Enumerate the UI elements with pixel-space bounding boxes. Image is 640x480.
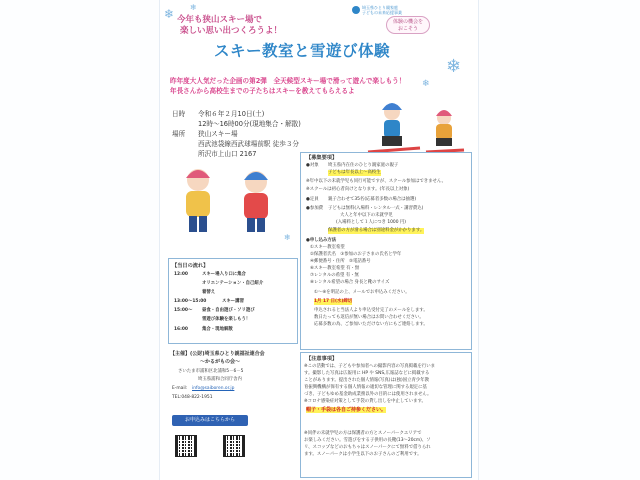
sponsor-line1: 【主催】(公財)埼玉県ひとり親福祉連合会 (170, 351, 265, 357)
outline-heading: 【募集要項】 (306, 155, 338, 161)
notes-line: す。撮影した写真は広報用に HP や SNS,広報誌などに掲載する (304, 371, 430, 376)
kids-illustration (168, 160, 292, 240)
capacity-text: 親子合わせて35名(応募者多数の場合は抽選) (328, 197, 417, 202)
snowflake-icon: ❄ (164, 7, 175, 21)
fee-line-3: (入場料として１人につき 1000 円) (336, 220, 406, 225)
schedule-text: スキー場入り口に集合 (202, 272, 246, 277)
fee-note: 保護者の方が滑る場合は別途料金がかかります。 (328, 228, 425, 233)
notes-extra: お楽しみください。雪遊びをする子供用の長靴(13～20cm)、ソ (304, 438, 431, 443)
date-label: 日時 (172, 110, 186, 118)
email-label: E-mail: (172, 386, 188, 391)
event-date: 令和６年２月10日(土) (198, 110, 265, 118)
sponsor-address-1: さいたま市浦和区北浦和5－6－5 (178, 369, 244, 374)
badge-line2: おこそう (397, 26, 418, 32)
notes-extra: リ、スコップなどのおもちゃはスノーパークにて無料で借りられ (304, 445, 431, 450)
event-address: 所沢市上山口 2167 (198, 150, 257, 158)
event-place: 狭山スキー場 (198, 130, 238, 138)
apply-note-1: ①～⑧を明記の上、メールでお申込みください。 (314, 290, 410, 295)
event-time: 12時～16時00分(現地集合・解散) (198, 120, 301, 128)
apply-note-4: 応募多数の為、ご参加いただけない方にもご連絡します。 (314, 322, 428, 327)
logo-text-1: 埼玉県ひとり親家庭 (362, 5, 398, 10)
subtitle-2: 年長さんから高校生までの子たちはスキーを教えてもらえるよ (170, 87, 355, 95)
deadline: 1月 17 日(水)締切 (314, 299, 353, 304)
capacity-label: ●定員 (306, 197, 319, 202)
badge-line1: 体験の機会を (392, 19, 423, 25)
qr-code[interactable] (176, 436, 196, 456)
subtitle-1: 昨年度大人気だった企画の第2弾 全天候型スキー場で滑って遊んで楽しもう！ (170, 77, 406, 85)
snowflake-icon: ❄ (284, 233, 291, 242)
outline-note-2: ※スクールは初心者向けとなります。(年長以上対象) (306, 187, 410, 192)
notes-heading: 【注意事項】 (306, 356, 338, 362)
notes-highlight: 帽子・手袋は各自ご持参ください。 (306, 407, 387, 413)
apply-item: ⑥スキー教室希望 有・無 (310, 266, 360, 271)
notes-line: づき、子どもゆめ基金助成業務以外の目的には使用されません。 (304, 392, 432, 397)
schedule-text: オリエンテーション・自己紹介 (202, 281, 264, 286)
headline-line2: 楽しい思い出つくろうよ！ (180, 26, 283, 36)
notes-line: ※この活動では、子どもや参加者への撮影内容の写真掲載を行いま (304, 364, 436, 369)
apply-button[interactable]: お申込みはこちらから (172, 415, 248, 426)
schedule-text: 着替え (202, 290, 216, 295)
apply-item: ②保護者氏名 ③参加のお子さまの氏名と学年 (310, 252, 402, 257)
schedule-text: 雪遊び体験を楽しもう！ (202, 317, 251, 322)
fee-line-2: 大人と年中以下の未就学児 (340, 213, 393, 218)
snowflake-icon: ❄ (446, 56, 462, 77)
sponsor-address-2: 埼玉県浦和合同庁舎内 (198, 377, 242, 382)
target-text: 埼玉県内在住のひとり親家庭の親子 (328, 163, 399, 168)
schedule-time: 13:00～15:00 (174, 299, 207, 304)
outline-note-1: ※年中以下の未就学児も同行可能ですが、スクール参加はできません。 (306, 179, 446, 184)
notes-extra: ます。スノーパークは小学生以下のお子さんのご利用です。 (304, 452, 422, 457)
fee-line-1: 子どもは無料(入場料・レンタル一式・講習費込) (328, 206, 424, 211)
logo-icon (352, 6, 360, 14)
apply-item: ⑧レンタル希望の場合 身長と靴のサイズ (310, 280, 390, 285)
apply-note-2: 申込されると当法人より申込受付完了のメールをします。 (314, 308, 428, 313)
place-label: 場所 (172, 130, 186, 138)
schedule-heading: 【当日の流れ】 (172, 263, 209, 269)
apply-heading: ●申し込み方法 (306, 238, 337, 243)
badge (386, 16, 430, 34)
apply-item: ⑦レンタルの希望 有・無 (310, 273, 359, 278)
notes-line: ことがあります。提出された個人情報(写真)は(独)国立青少年教 (304, 378, 430, 383)
schedule-time: 12:00 (174, 272, 188, 277)
target-note: 子どもは年長以上～高校生 (328, 170, 381, 175)
tel-text: TEL:048-822-1951 (172, 395, 213, 400)
apply-item: ①スキー教室希望 (310, 245, 345, 250)
snowflake-icon: ❄ (190, 3, 197, 12)
organization-logo (352, 6, 440, 16)
apply-item: ④郵便番号・住所 ⑤電話番号 (310, 259, 371, 264)
schedule-text: 集合・現地解散 (202, 327, 233, 332)
schedule-text: 昼食・自由遊び・ソリ遊び (202, 308, 255, 313)
schedule-time: 16:00 (174, 327, 188, 332)
notes-line: ※コロナ感染症対策として手袋の貸し出しを中止しています。 (304, 399, 426, 404)
page-title: スキー教室と雪遊び体験 (214, 42, 391, 60)
logo-text-2: 子どもの未来応援事業 (362, 10, 402, 15)
schedule-text: スキー講習 (222, 299, 244, 304)
email-link[interactable]: info@saiboren.or.jp (192, 386, 235, 391)
notes-line: 育振興機構が保有する個人情報の適切な管理に関する規定に基 (304, 385, 427, 390)
event-access: 西武池袋線西武球場前駅 徒歩３分 (198, 140, 300, 148)
headline-line1: 今年も狭山スキー場で (177, 15, 263, 25)
notes-extra: ※同伴の未就学児の方は保護者の方とスノーパークエリアで (304, 431, 422, 436)
sponsor-line2: ～かるがもの会～ (200, 359, 241, 365)
fee-label: ●参加費 (306, 206, 324, 211)
schedule-time: 15:00～ (174, 308, 193, 313)
snowflake-icon: ❄ (422, 79, 430, 89)
target-label: ●対象 (306, 163, 319, 168)
apply-note-3: 数日たっても返信が無い場合はお問い合わせください。 (314, 315, 424, 320)
qr-code[interactable] (224, 436, 244, 456)
flyer (160, 0, 478, 480)
